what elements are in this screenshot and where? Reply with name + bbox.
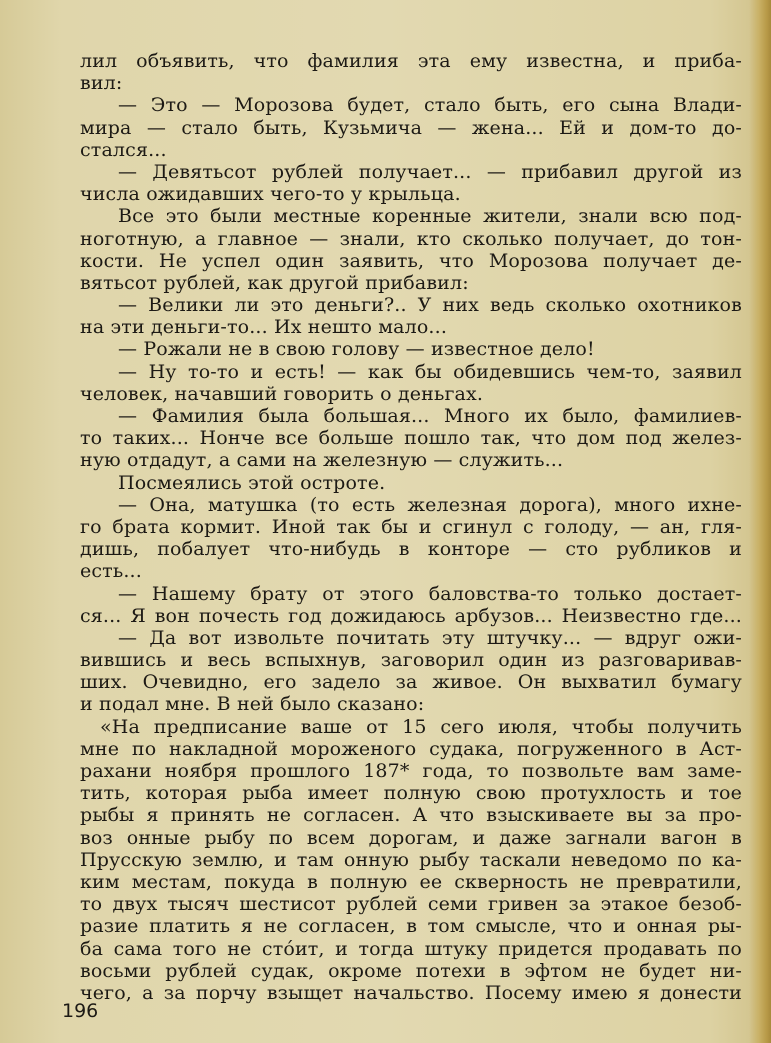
text-line: вившись и весь вспыхнув, заговорил один из разговаривав- <box>80 649 742 672</box>
text-line: рахани ноября прошлого 187* года, то позвольте вам заме- <box>80 760 742 782</box>
text-line: кости. Не успел один заявить, что Морозова получает де- <box>80 249 742 272</box>
text-line: мне по накладной мороженого судака, погруженного в Аст- <box>80 737 742 760</box>
text-line: есть... <box>80 560 142 583</box>
text-line: стался... <box>80 138 167 161</box>
text-line: — Рожали не в свою голову — известное дело! <box>118 338 595 361</box>
text-line: — Фамилия была большая... Много их было, фамилиев- <box>118 405 742 427</box>
text-line: то таких... Нонче все больше пошло так, что дом под желез- <box>80 427 742 450</box>
text-line: — Девятьсот рублей получает... — прибавил другой из <box>118 160 742 183</box>
text-line: — Да вот извольте почитать эту штучку... — вдруг ожи- <box>118 626 742 649</box>
text-line: рыбы я принять не согласен. А что взыскиваете вы за про- <box>80 804 742 827</box>
text-line: Посмеялись этой остроте. <box>118 471 386 494</box>
text-line: ким местам, покуда в полную ее скверность не превратили, <box>80 870 742 893</box>
text-line: то двух тысяч шестисот рублей семи гривен за этакое безоб- <box>80 893 742 916</box>
text-line: — Нашему брату от этого баловства-то только достает- <box>118 582 742 605</box>
text-line: дишь, побалует что-нибудь в конторе — сто рубликов и <box>80 538 742 561</box>
text-line: — Велики ли это деньги?.. У них ведь сколько охотников <box>118 294 742 317</box>
text-line: лил объявить, что фамилия эта ему известна, и приба- <box>80 50 742 72</box>
text-line: вятьсот рублей, как другой прибавил: <box>80 271 469 294</box>
text-line: «На предписание ваше от 15 сего июля, чтобы получить <box>100 715 742 738</box>
text-line: и подал мне. В ней было сказано: <box>80 693 425 716</box>
text-line: числа ожидавших чего-то у крыльца. <box>80 183 461 206</box>
text-line: разие платить я не согласен, в том смысле, что и онная ры- <box>80 915 742 938</box>
text-line: на эти деньги-то... Их нешто мало... <box>80 316 448 339</box>
text-line: воз онные рыбу по всем дорогам, и даже загнали вагон в <box>80 826 742 849</box>
text-line: человек, начавший говорить о деньгах. <box>80 382 484 405</box>
text-line: — Это — Морозова будет, стало быть, его сына Влади- <box>118 94 742 117</box>
text-line: тить, которая рыба имеет полную свою протухлость и тое <box>80 782 742 805</box>
text-line: — Ну то-то и есть! — как бы обидевшись чем-то, заявил <box>118 360 742 383</box>
text-line: ба сама того не сто́ит, и тогда штуку придется продавать по <box>80 937 742 960</box>
text-line: ших. Очевидно, его задело за живое. Он выхватил бумагу <box>80 671 742 694</box>
text-line: го брата кормит. Иной так бы и сгинул с голоду, — ан, гля- <box>80 515 742 538</box>
text-line: ся... Я вон почесть год дожидаюсь арбузов... Неизвестно где... <box>80 604 742 627</box>
text-line: ную отдадут, а сами на железную — служить... <box>80 449 564 472</box>
text-line: ноготную, а главное — знали, кто сколько получает, до тон- <box>80 227 742 250</box>
book-spine-shadow <box>749 0 771 1043</box>
text-line: Все это были местные коренные жители, знали всю под- <box>118 205 742 228</box>
page-number: 196 <box>62 1000 99 1022</box>
text-line: чего, а за порчу взыщет начальство. Посему имею я донести <box>80 981 742 1004</box>
text-line: Прусскую землю, и там онную рыбу таскали неведомо по ка- <box>80 848 742 871</box>
text-line: восьми рублей судак, окроме потехи в эфтом не будет ни- <box>80 959 742 982</box>
text-line: — Она, матушка (то есть железная дорога), много ихне- <box>118 493 742 516</box>
text-line: вил: <box>80 72 123 95</box>
page-body-text <box>80 50 742 1004</box>
text-line: мира — стало быть, Кузьмича — жена... Ей и дом-то до- <box>80 116 742 139</box>
